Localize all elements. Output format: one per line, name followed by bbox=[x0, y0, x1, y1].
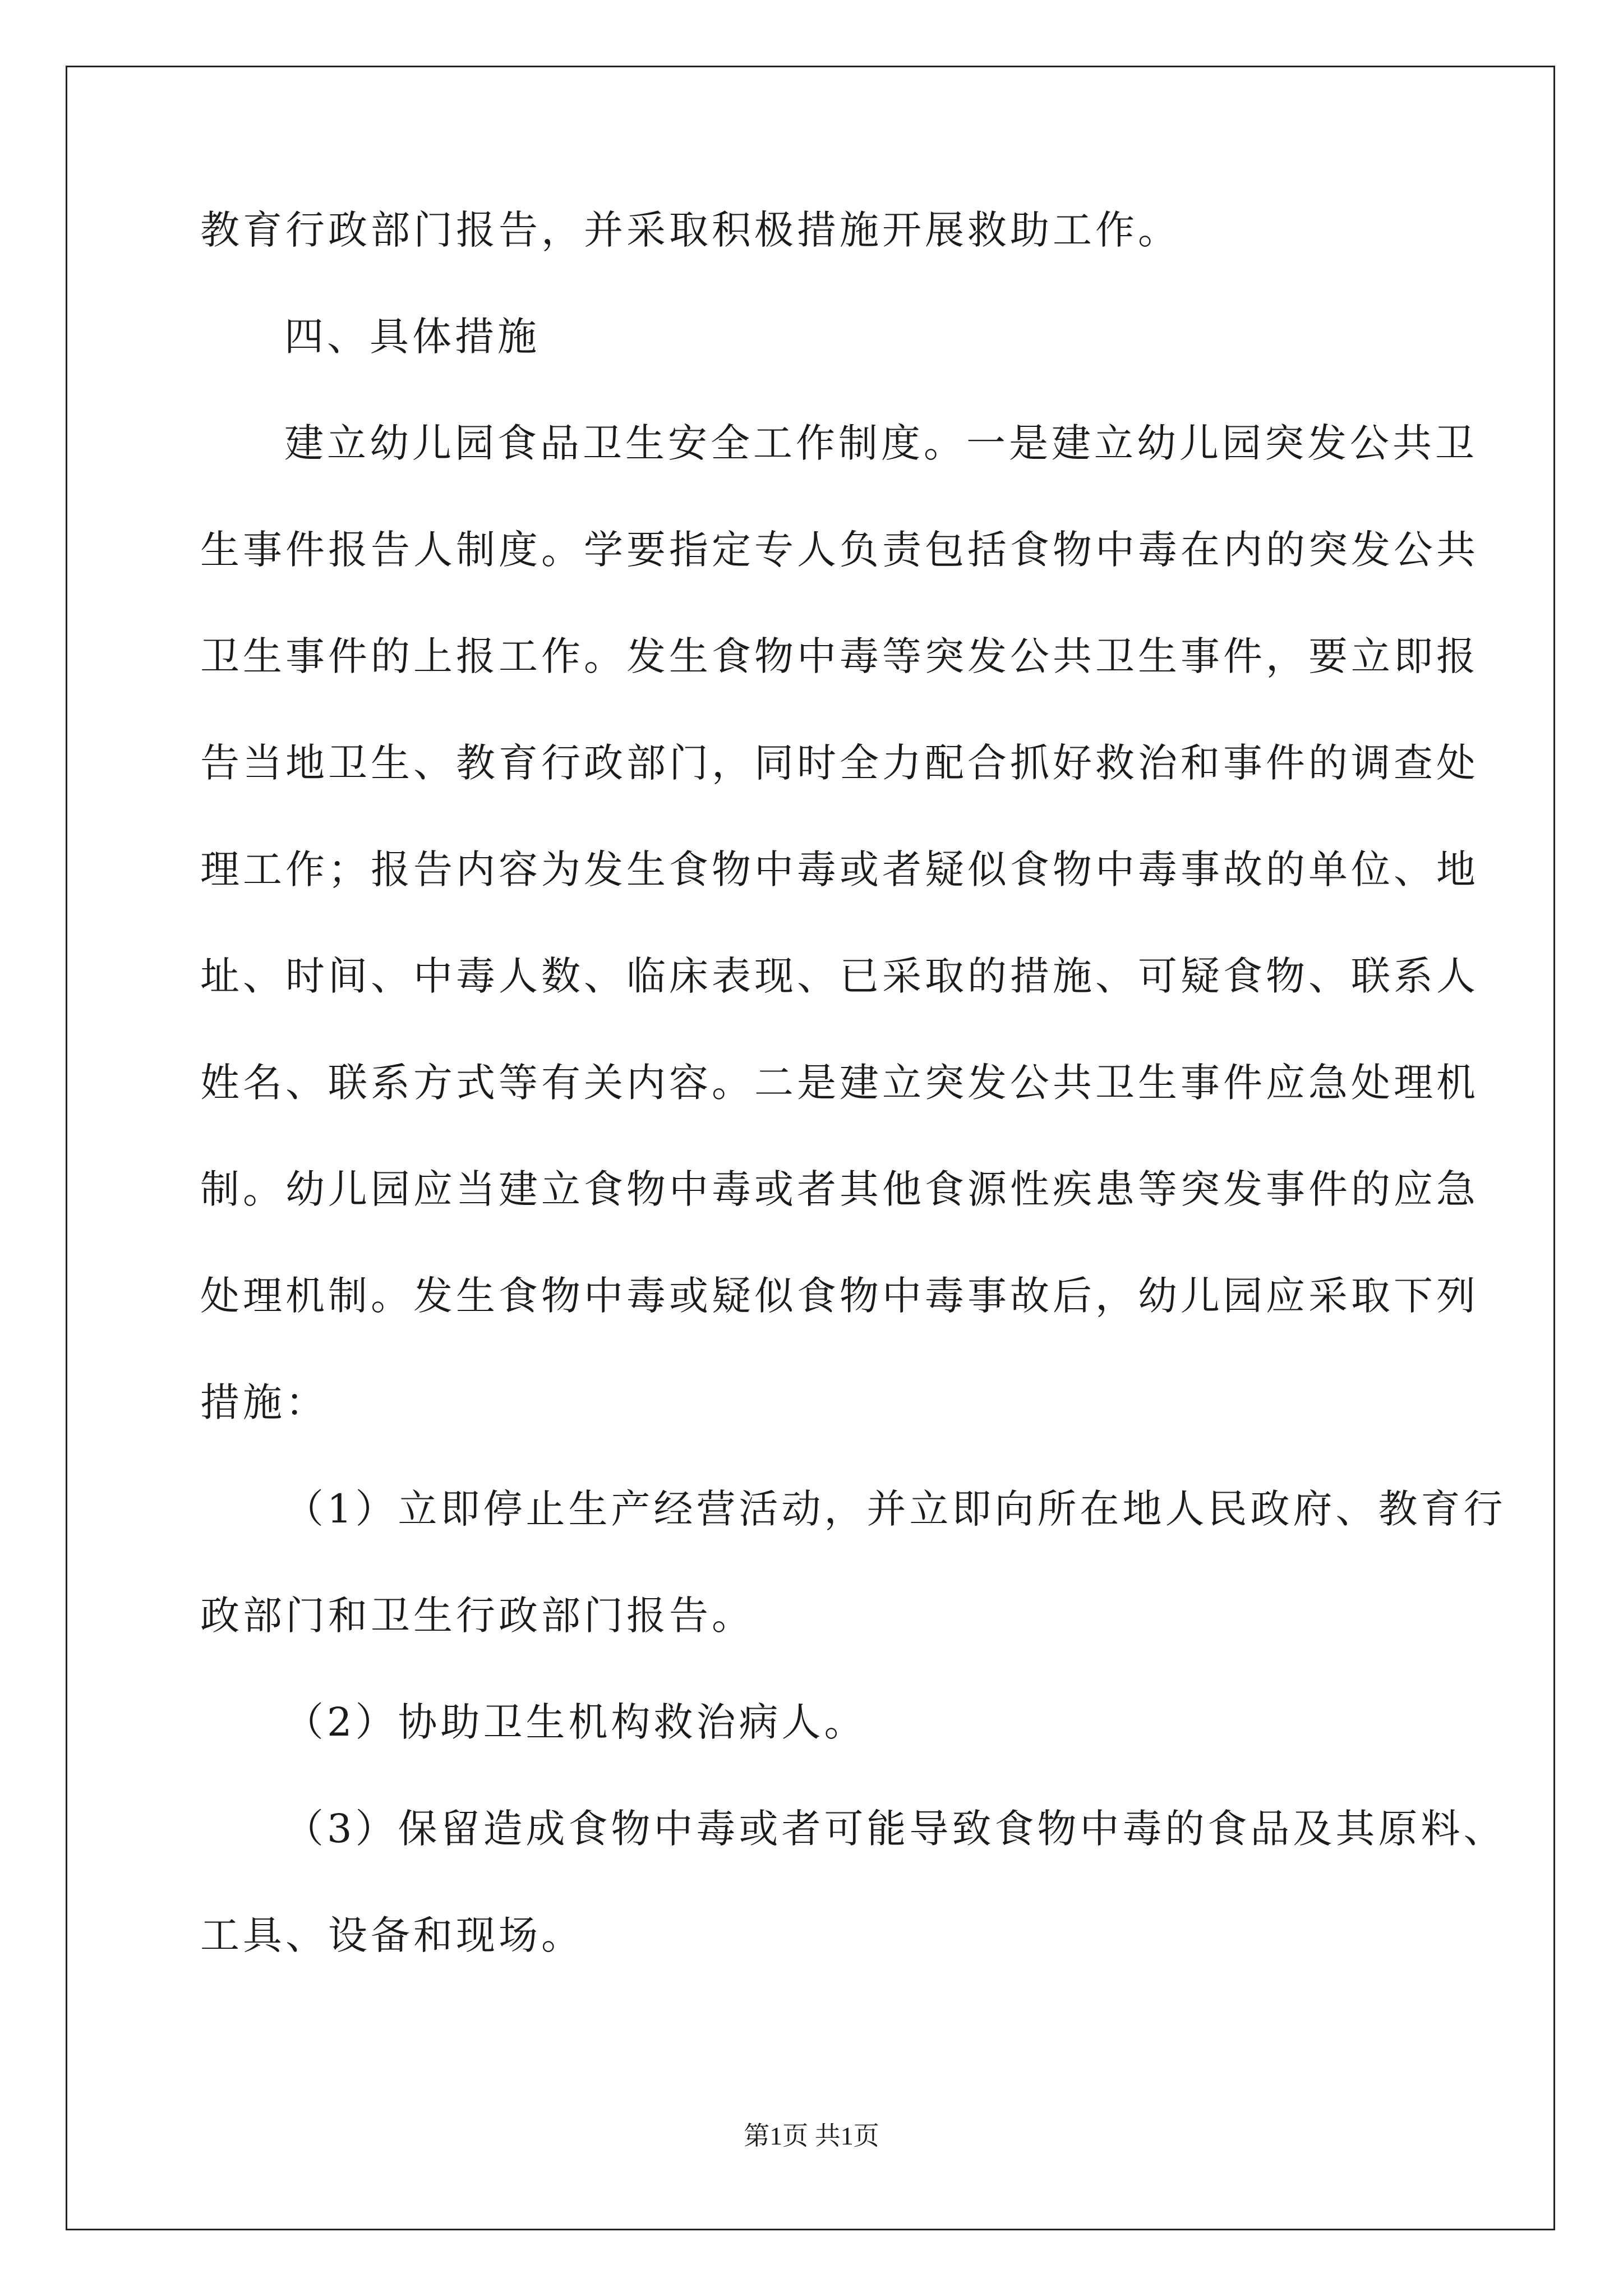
text-line: 政部门和卫生行政部门报告。 bbox=[200, 1593, 754, 1639]
text-line: 工具、设备和现场。 bbox=[200, 1912, 584, 1958]
text-line: （3）保留造成食物中毒或者可能导致食物中毒的食品及其原料、 bbox=[284, 1806, 1506, 1852]
text-line: 建立幼儿园食品卫生安全工作制度。一是建立幼儿园突发公共卫 bbox=[284, 420, 1478, 466]
text-line: 处理机制。发生食物中毒或疑似食物中毒事故后，幼儿园应采取下列 bbox=[200, 1273, 1479, 1319]
text-line: 告当地卫生、教育行政部门，同时全力配合抓好救治和事件的调查处 bbox=[200, 740, 1479, 786]
page-footer: 第1页 共1页 bbox=[744, 2122, 879, 2150]
text-line: （1）立即停止生产经营活动，并立即向所在地人民政府、教育行 bbox=[284, 1486, 1506, 1532]
page-border bbox=[66, 66, 1555, 2230]
section-heading: 四、具体措施 bbox=[284, 314, 540, 360]
text-line: 措施： bbox=[200, 1379, 328, 1425]
text-line: 理工作；报告内容为发生食物中毒或者疑似食物中毒事故的单位、地 bbox=[200, 846, 1479, 892]
text-line: 卫生事件的上报工作。发生食物中毒等突发公共卫生事件，要立即报 bbox=[200, 633, 1479, 679]
text-line: 制。幼儿园应当建立食物中毒或者其他食源性疾患等突发事件的应急 bbox=[200, 1166, 1479, 1212]
text-line: 生事件报告人制度。学要指定专人负责包括食物中毒在内的突发公共 bbox=[200, 527, 1479, 573]
text-line: （2）协助卫生机构救治病人。 bbox=[284, 1699, 867, 1745]
text-line: 址、时间、中毒人数、临床表现、已采取的措施、可疑食物、联系人 bbox=[200, 953, 1479, 999]
text-line: 姓名、联系方式等有关内容。二是建立突发公共卫生事件应急处理机 bbox=[200, 1060, 1479, 1106]
text-line: 教育行政部门报告，并采取积极措施开展救助工作。 bbox=[200, 207, 1181, 253]
